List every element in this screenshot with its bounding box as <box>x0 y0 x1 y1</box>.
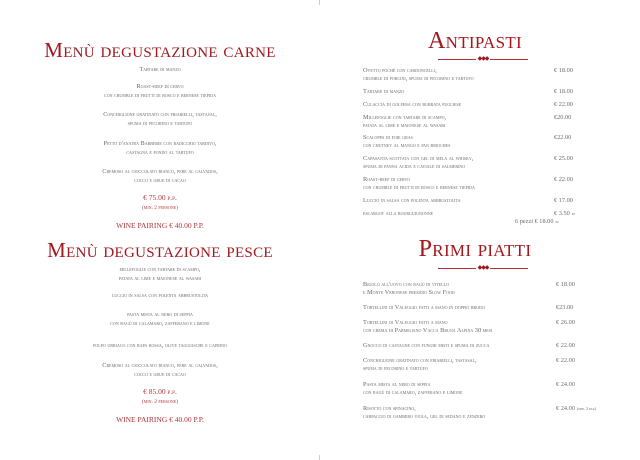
dish-line: Capasanta scottata con gel di mela al whisky, <box>363 155 474 162</box>
course-line: millefoglie con tartare di scampo, <box>119 266 201 273</box>
dish-line: Culaccia di golfera con burrata pugliese <box>363 101 462 108</box>
a-la-carte-page <box>320 0 640 460</box>
dish-price <box>554 197 573 206</box>
price-value: € 24.00 <box>556 381 575 388</box>
dish-line: Roast-beef di cervo <box>363 176 411 183</box>
dish-line: escargot alla bourguignonne <box>363 210 434 217</box>
course-line: Roast-beef di cervo <box>136 83 184 90</box>
antipasti-title: Antipasti <box>427 28 523 54</box>
dish-price <box>554 101 573 110</box>
price-value: € 25.00 <box>554 155 573 162</box>
dish-price <box>554 67 573 76</box>
price-value: €23.00 <box>556 304 574 311</box>
dish-price <box>556 281 575 290</box>
course-line: Cremoso al cioccolato bianco, pere al calvados, <box>102 168 218 175</box>
price-value: €20.00 <box>554 114 572 121</box>
course-line: luccio in salsa con polenta abbrustolita <box>111 292 209 299</box>
pesce-price: € 85.00 p.p. <box>143 387 177 396</box>
dish-price <box>556 381 575 390</box>
dish-line: patata al lime e maionese al wasabi <box>363 122 446 130</box>
course-line: patata al lime e maionese al wasabi <box>118 274 202 282</box>
course-line: Cremoso al cioccolato bianco, pere al calvados, <box>102 362 218 369</box>
pesce-wine-pairing: WINE PAIRING € 40.00 P.P. <box>116 415 204 424</box>
dish-line: spuma di pecorino e tartufo <box>363 365 428 373</box>
dish-price <box>556 342 575 351</box>
dish-price <box>554 210 575 219</box>
course-line: Tartare di manzo <box>139 66 181 73</box>
price-note: pz <box>555 219 559 225</box>
course-line: cocco e grue di cacao <box>134 176 186 184</box>
price-note: (min. 2 pax) <box>576 406 597 411</box>
dish-line: Ovetto pochè con cardoncelli, <box>363 67 437 74</box>
dish-price <box>554 155 573 164</box>
course-line: polpo ubriaco con rapa rossa, olive taggiasche e caprino <box>93 342 227 349</box>
dish-price <box>556 319 575 328</box>
pesce-min-persons: (min. 2 persone) <box>141 399 179 405</box>
dish-line: con chutney al mango e pan brioches <box>363 142 451 150</box>
dish-line: Luccio in salsa con polenta abbrustolita <box>363 197 461 204</box>
course-line: cocco e grue di cacao <box>134 370 186 378</box>
dish-price <box>554 88 573 97</box>
dish-line: con crumble di frutti di bosco e bernese tiepida <box>363 184 475 192</box>
dish-line: con crema di Parmigiano Vacca Bruna Alpina 30 mesi <box>363 327 493 335</box>
ornament-icon: ◆◆◆ <box>477 56 489 62</box>
course-line: con ragù di calamaro, zafferano e limone <box>110 319 210 327</box>
pesce-menu-title: Menù degustazione pesce <box>47 238 273 262</box>
course-line: pasta mista al nero di seppia <box>127 311 193 318</box>
dish-line: spuma di panna acida e caviale di salmerino <box>363 163 466 171</box>
dish-line: Bigolo all'uovo con ragù di vitello <box>363 281 449 288</box>
dish-line: carpaccio di gambero viola, gel di sedano e zenzero <box>363 413 486 421</box>
price-value: € 18.00 <box>554 67 573 74</box>
course-line: Petto d'anatra Barberie con radicchio tardivo, <box>103 140 217 147</box>
dish-line: Tortellini di Valeggio fatti a mano in doppio brodo <box>363 304 485 311</box>
dish-line: Millefoglie con tartare di scampo, <box>363 114 447 121</box>
price-value: € 3.50 <box>554 210 570 217</box>
price-value: € 22.00 <box>556 357 575 364</box>
dish-price <box>554 134 571 143</box>
course-line: Conchiglione gratinato con friarielli, tastasal, <box>103 111 217 118</box>
dish-price-alt <box>515 218 559 227</box>
price-value: € 22.00 <box>554 101 573 108</box>
price-value: €22.00 <box>554 134 572 141</box>
course-line: castagna e fondo al tartufo <box>126 148 194 156</box>
dish-line: con ragù di calamaro, zafferano e limone <box>363 389 463 397</box>
dish-price <box>554 176 573 185</box>
carne-menu-title: Menù degustazione carne <box>44 38 276 62</box>
price-value: € 18.00 <box>554 88 573 95</box>
dish-price <box>554 114 571 123</box>
dish-line: Tartare di manzo <box>363 88 405 95</box>
fold-mark <box>319 0 320 5</box>
course-line: con crumble di frutti di bosco e bernese tiepida <box>104 91 216 99</box>
dish-price <box>556 405 596 414</box>
dish-line: Gnocco di castagne con funghi misti e spuma di zucca <box>363 342 490 349</box>
fold-mark <box>319 455 320 460</box>
price-value: € 24.00 <box>556 405 575 412</box>
dish-line: Risotto con spinacino, <box>363 405 416 412</box>
ornament-icon: ◆◆◆ <box>477 265 489 271</box>
dish-price <box>556 304 573 313</box>
price-value: € 18.00 <box>556 281 575 288</box>
dish-line: Pasta mista al nero di seppia <box>363 381 431 388</box>
dish-price <box>556 357 575 366</box>
carne-price: € 75.00 p.p. <box>143 193 177 202</box>
dish-line: Tortellini di Valeggio fatti a mano <box>363 319 448 326</box>
dish-line: Conchiglione gratinato con friarielli, tastasal, <box>363 357 477 364</box>
primi-title: Primi piatti <box>418 236 532 262</box>
price-value: 6 pezzi € 18.00 <box>515 218 554 226</box>
course-line: spuma di pecorino e tartufo <box>127 119 193 127</box>
price-note: pz <box>571 211 576 216</box>
price-value: € 22.00 <box>556 342 575 349</box>
price-value: € 26.00 <box>556 319 575 326</box>
price-value: € 22.00 <box>554 176 573 183</box>
dish-line: e Monte Veronese presidio Slow Food <box>363 289 455 297</box>
ornament-divider <box>438 265 528 271</box>
carne-wine-pairing: WINE PAIRING € 40.00 P.P. <box>116 221 204 230</box>
ornament-divider <box>438 56 528 62</box>
price-value: € 17.00 <box>554 197 573 204</box>
dish-line: crumble di porcini, spuma di pecorino e tartufo <box>363 75 474 83</box>
dish-line: Scaloppa di foie gras <box>363 134 413 141</box>
carne-min-persons: (min. 2 persone) <box>141 205 179 211</box>
